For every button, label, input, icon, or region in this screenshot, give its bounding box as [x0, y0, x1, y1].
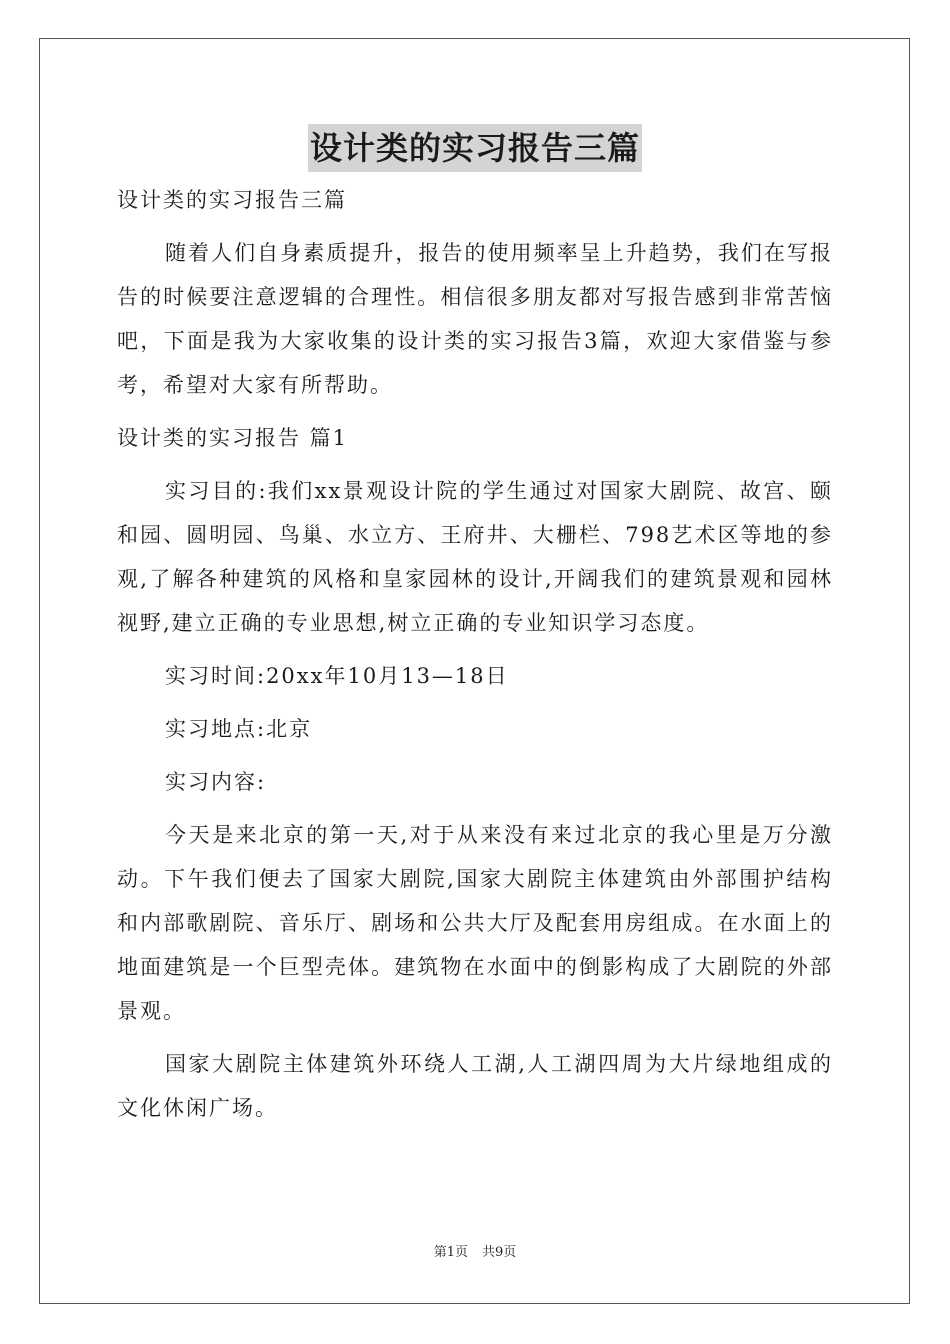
paragraph: 实习地点:北京 — [165, 717, 313, 741]
document-title-wrap — [0, 124, 950, 172]
paragraph: 设计类的实习报告三篇 — [117, 188, 347, 212]
paragraph: 实习时间:20xx年10月13—18日 — [165, 664, 509, 688]
paragraph: 设计类的实习报告 篇1 — [117, 426, 349, 450]
page-total: 共9页 — [482, 1245, 517, 1260]
paragraph: 实习目的:我们xx景观设计院的学生通过对国家大剧院、故宫、颐和园、圆明园、鸟巢、水立方、王府井、大栅栏、798艺术区等地的参观,了解各种建筑的风格和皇家园林的设计,开阔我们的建筑景观和园林视野,建立正确的专业思想,树立正确的专业知识学习态度。 — [117, 479, 833, 635]
paragraph: 实习内容: — [165, 770, 267, 794]
document-body — [117, 178, 833, 1139]
paragraph: 随着人们自身素质提升，报告的使用频率呈上升趋势，我们在写报告的时候要注意逻辑的合理性。相信很多朋友都对写报告感到非常苦恼吧，下面是我为大家收集的设计类的实习报告3篇，欢迎大家借鉴与参考，希望对大家有所帮助。 — [117, 241, 833, 397]
paragraph: 今天是来北京的第一天,对于从来没有来过北京的我心里是万分激动。下午我们便去了国家大剧院,国家大剧院主体建筑由外部围护结构和内部歌剧院、音乐厅、剧场和公共大厅及配套用房组成。在水面上的地面建筑是一个巨型壳体。建筑物在水面中的倒影构成了大剧院的外部景观。 — [117, 823, 833, 1023]
page-footer — [0, 1244, 950, 1262]
document-title: 设计类的实习报告三篇 — [308, 124, 642, 172]
paragraph: 国家大剧院主体建筑外环绕人工湖,人工湖四周为大片绿地组成的文化休闲广场。 — [117, 1052, 833, 1120]
page-number: 第1页 — [433, 1245, 468, 1260]
